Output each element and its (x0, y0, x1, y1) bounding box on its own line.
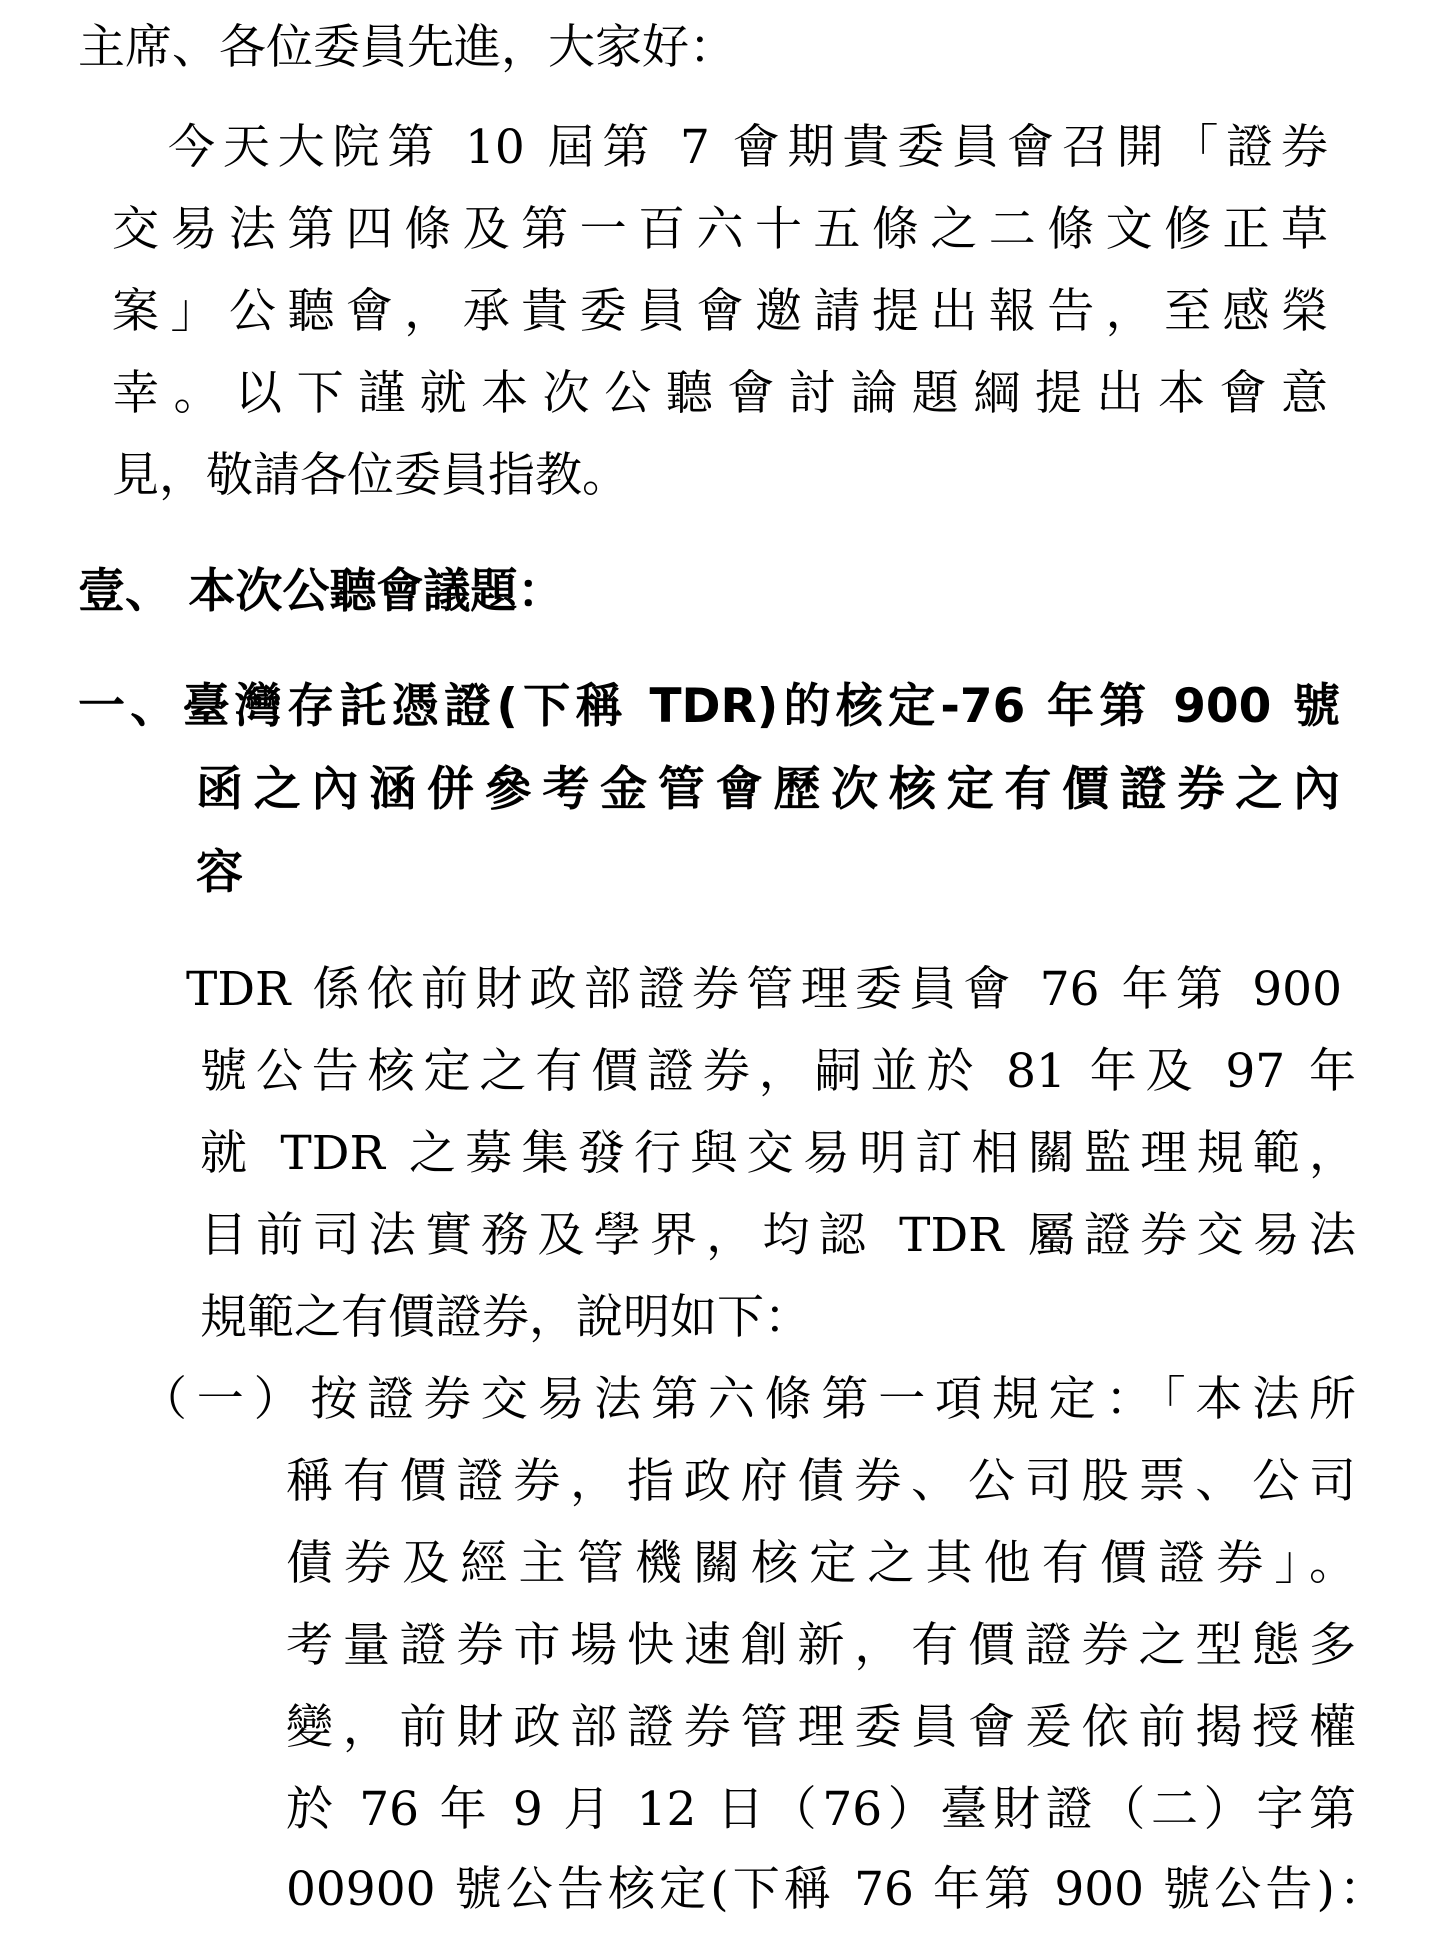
topic1-body-line: 目前司法實務及學界，均認 TDR 屬證券交易法 (200, 1208, 1356, 1263)
topic1-heading-line: 函之內涵併參考金管會歷次核定有價證券之內 (196, 762, 1340, 817)
item-1-line: 考量證券市場快速創新，有價證券之型態多 (286, 1618, 1356, 1673)
intro-line: 今天大院第 10 屆第 7 會期貴委員會召開「證券 (168, 120, 1328, 175)
intro-line: 見，敬請各位委員指教。 (112, 448, 629, 503)
item-1-line: 00900 號公告核定(下稱 76 年第 900 號公告)： (286, 1862, 1386, 1917)
item-1-line: 稱有價證券，指政府債券、公司股票、公司 (286, 1454, 1356, 1509)
topic1-body-line: 就 TDR 之募集發行與交易明訂相關監理規範， (200, 1126, 1356, 1181)
topic1-heading-line: 容 (196, 845, 243, 900)
topic1-heading-line: 一、臺灣存託憑證(下稱 TDR)的核定-76 年第 900 號 (78, 679, 1340, 734)
topic1-body-line: 號公告核定之有價證券，嗣並於 81 年及 97 年 (200, 1044, 1356, 1099)
item-1-line: 債券及經主管機關核定之其他有價證券」。 (286, 1536, 1356, 1591)
intro-line: 交易法第四條及第一百六十五條之二條文修正草 (112, 202, 1328, 257)
intro-line: 案」公聽會，承貴委員會邀請提出報告，至感榮 (112, 284, 1328, 339)
topic1-body-line: 規範之有價證券，說明如下： (200, 1290, 811, 1345)
topic1-body-line: TDR 係依前財政部證券管理委員會 76 年第 900 (186, 962, 1342, 1017)
intro-line: 幸。以下謹就本次公聽會討論題綱提出本會意 (112, 366, 1328, 421)
greeting: 主席、各位委員先進，大家好： (78, 20, 736, 75)
item-1-line: 變，前財政部證券管理委員會爰依前揭授權 (286, 1700, 1356, 1755)
section-heading: 壹、 本次公聽會議題： (78, 564, 565, 619)
item-1-line: （一）按證券交易法第六條第一項規定：「本法所 (140, 1372, 1356, 1427)
item-1-line: 於 76 年 9 月 12 日（76）臺財證（二）字第 (286, 1782, 1356, 1837)
